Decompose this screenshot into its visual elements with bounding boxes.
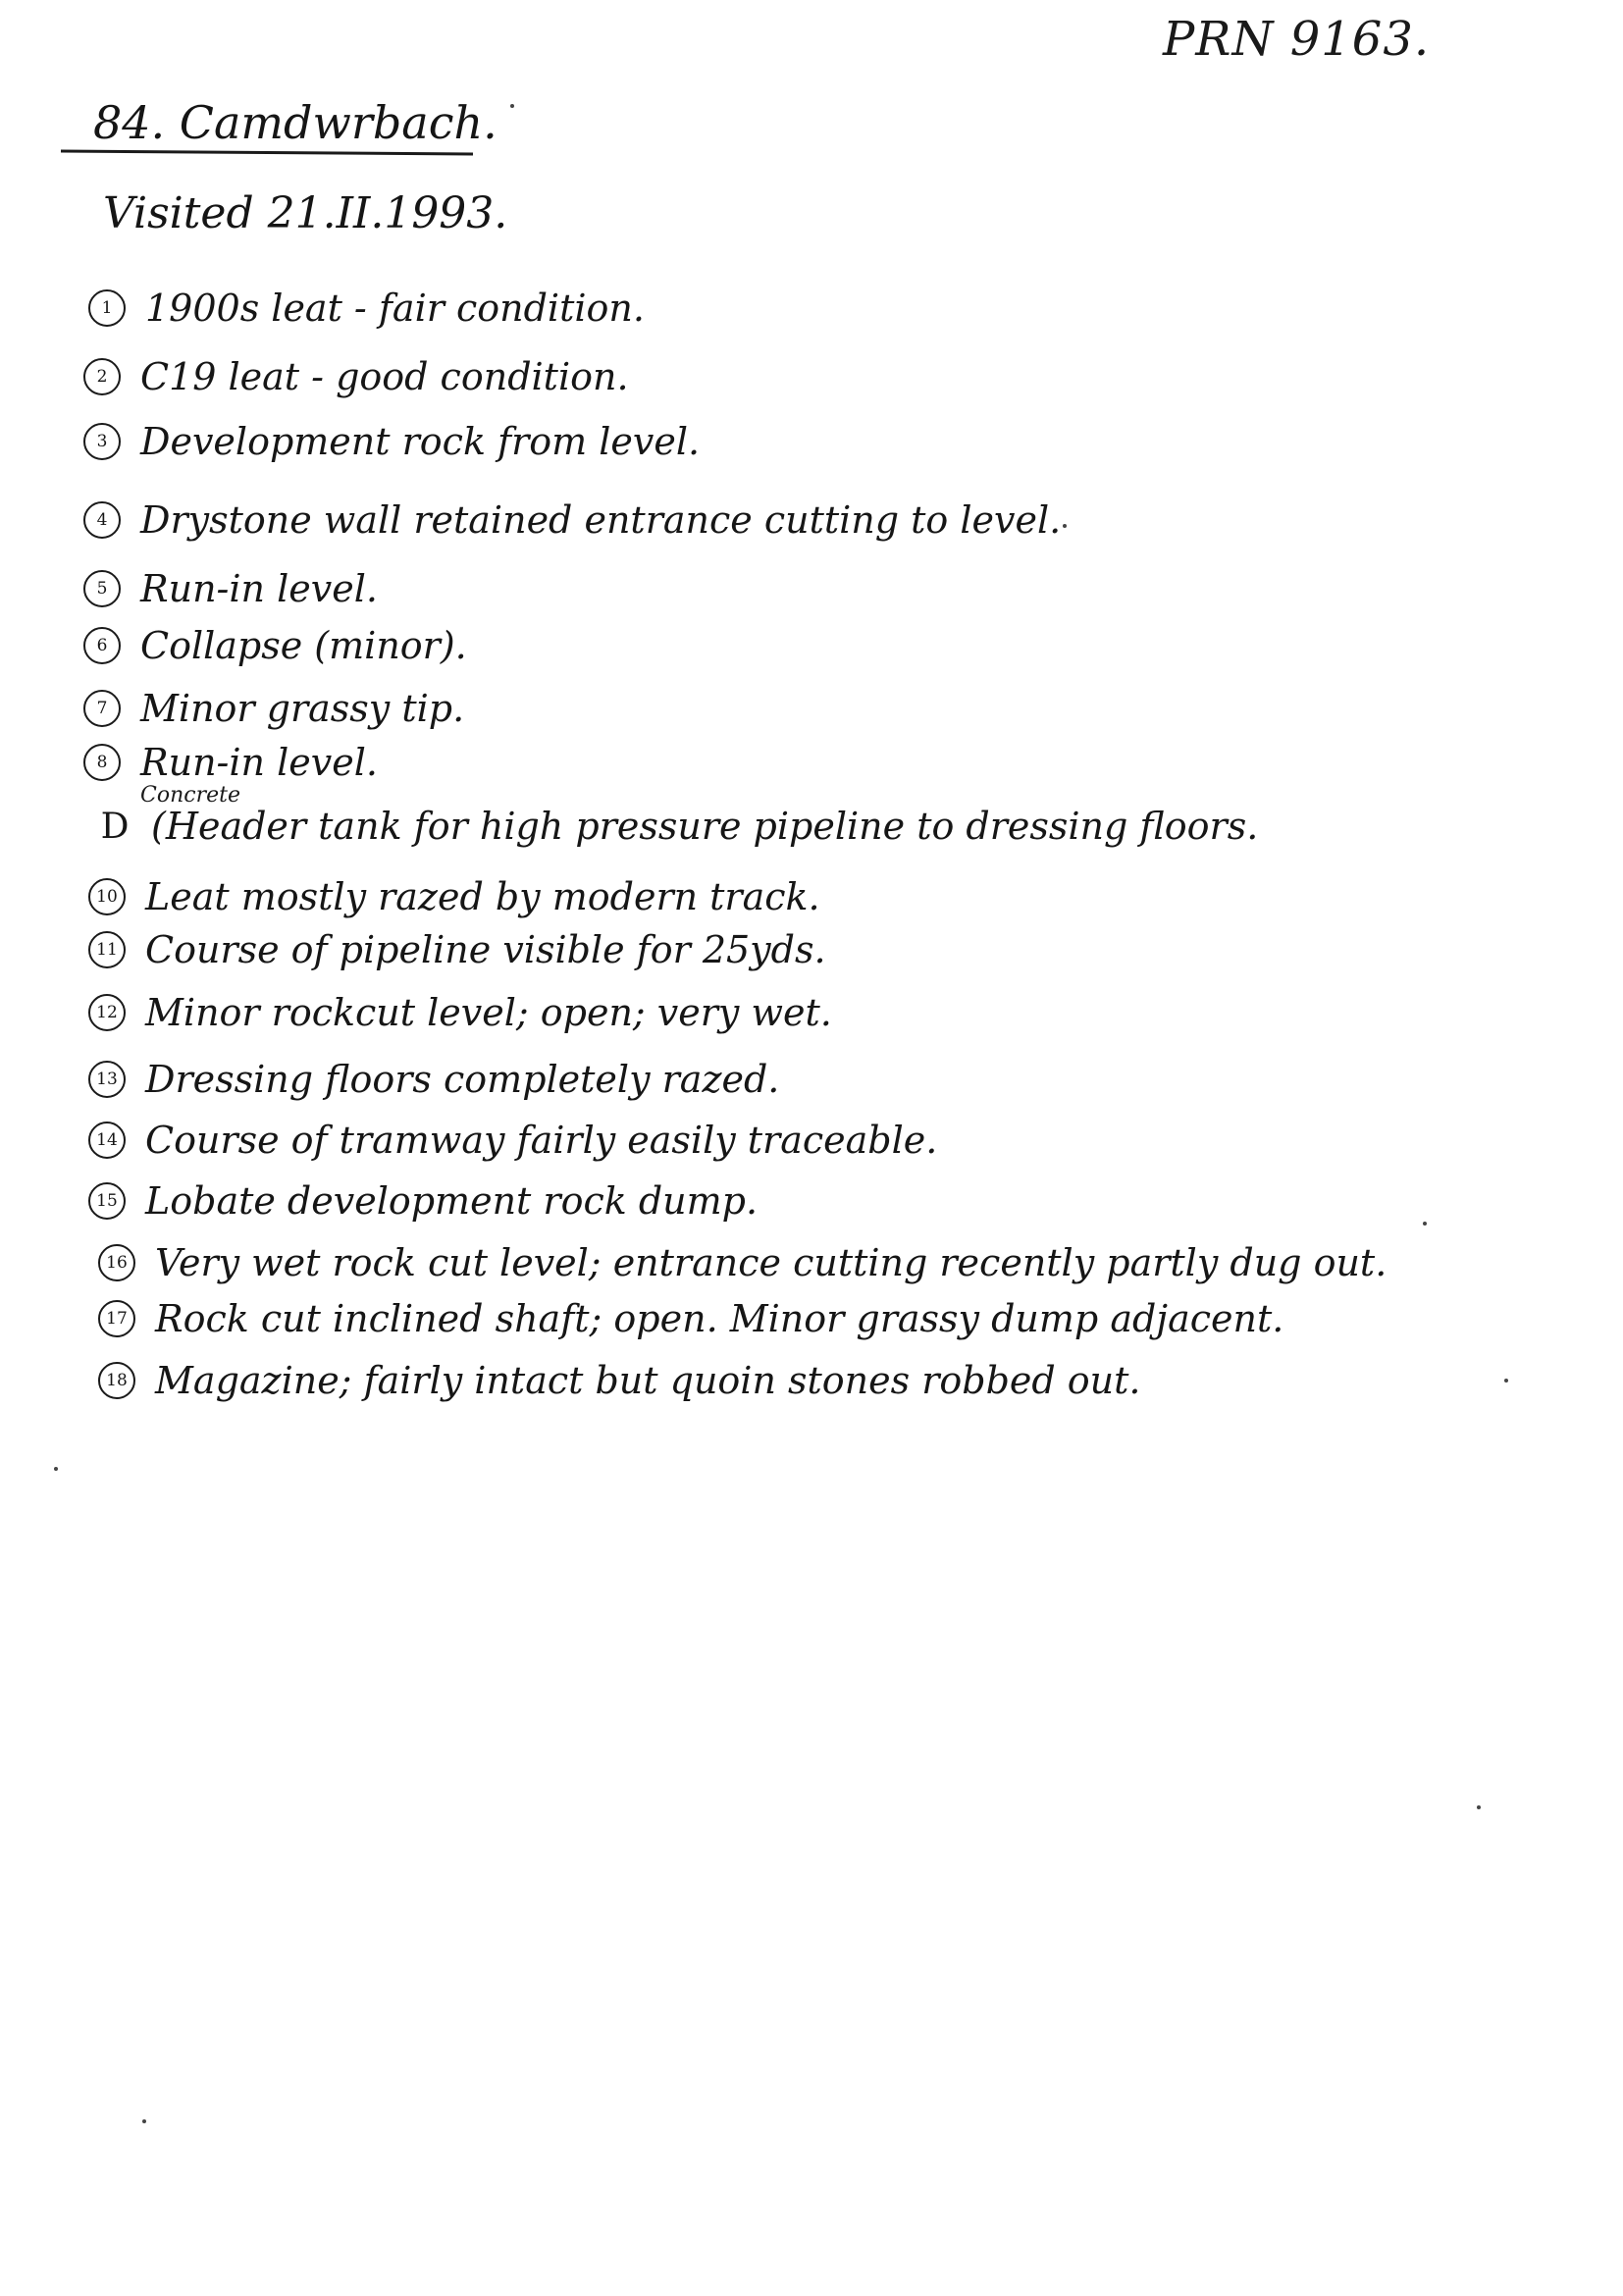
item-number: 13 xyxy=(88,1061,126,1098)
title-underline xyxy=(61,150,473,156)
list-item xyxy=(98,1241,1387,1284)
item-number: D xyxy=(100,806,130,847)
item-text: Magazine; fairly intact but quoin stones robbed out. xyxy=(155,1359,1141,1402)
item-number: 8 xyxy=(83,744,121,781)
list-item xyxy=(88,1058,779,1101)
item-number: 11 xyxy=(88,931,126,968)
list-item xyxy=(83,498,1061,542)
list-item xyxy=(88,287,645,330)
list-item xyxy=(98,1359,1141,1402)
list-item xyxy=(83,687,464,730)
list-item xyxy=(83,355,629,398)
scan-speck xyxy=(1477,1805,1481,1809)
item-text: Collapse (minor). xyxy=(140,624,467,667)
item-number: 1 xyxy=(88,289,126,327)
page-title: 84. Camdwrbach. xyxy=(93,96,497,149)
scan-speck xyxy=(142,2119,146,2123)
item-text: 1900s leat - fair condition. xyxy=(145,287,645,330)
list-item xyxy=(88,875,820,918)
scan-speck xyxy=(54,1467,58,1471)
item-text: Course of tramway fairly easily traceable. xyxy=(145,1119,938,1162)
list-item xyxy=(88,1179,758,1223)
item-number: 12 xyxy=(88,994,126,1031)
list-item xyxy=(83,567,378,610)
list-item xyxy=(98,1297,1283,1340)
item-text: Rock cut inclined shaft; open. Minor grassy dump adjacent. xyxy=(155,1297,1284,1340)
list-item xyxy=(83,741,378,784)
item-text: Very wet rock cut level; entrance cutting recently partly dug out. xyxy=(155,1241,1387,1284)
list-item xyxy=(88,991,832,1034)
item-number: 10 xyxy=(88,878,126,915)
item-text: Development rock from level. xyxy=(140,420,701,463)
list-item xyxy=(88,928,826,971)
item-text: Run-in level. xyxy=(140,567,378,610)
item-number: 6 xyxy=(83,627,121,664)
item-number: 16 xyxy=(98,1244,135,1281)
item-text: C19 leat - good condition. xyxy=(140,355,629,398)
item-number: 17 xyxy=(98,1300,135,1337)
item-number: 15 xyxy=(88,1182,126,1220)
list-item xyxy=(98,805,1258,848)
scan-speck xyxy=(1063,524,1067,528)
item-number: 3 xyxy=(83,423,121,460)
list-item xyxy=(88,1119,937,1162)
scan-speck xyxy=(1504,1379,1508,1383)
item-text: (Header tank for high pressure pipeline to dressing floors. xyxy=(151,805,1259,848)
item-text: Leat mostly razed by modern track. xyxy=(145,875,820,918)
item-text: Minor grassy tip. xyxy=(140,687,465,730)
item-number: 18 xyxy=(98,1362,135,1399)
item-text: Drystone wall retained entrance cutting to level. xyxy=(140,498,1062,542)
item-text: Lobate development rock dump. xyxy=(145,1179,759,1223)
list-item xyxy=(83,420,700,463)
visit-date: Visited 21.II.1993. xyxy=(103,188,508,238)
prn-reference: PRN 9163. xyxy=(1163,12,1431,67)
item-number: 5 xyxy=(83,570,121,607)
insertion-note: Concrete xyxy=(140,783,240,808)
scan-speck xyxy=(510,104,514,108)
item-text: Minor rockcut level; open; very wet. xyxy=(145,991,832,1034)
item-number: 2 xyxy=(83,358,121,395)
item-text: Course of pipeline visible for 25yds. xyxy=(145,928,826,971)
item-number: 14 xyxy=(88,1122,126,1159)
item-text: Dressing floors completely razed. xyxy=(145,1058,780,1101)
list-item xyxy=(83,624,467,667)
item-text: Run-in level. xyxy=(140,741,378,784)
item-number: 4 xyxy=(83,501,121,539)
scan-speck xyxy=(1423,1222,1427,1226)
item-number: 7 xyxy=(83,690,121,727)
